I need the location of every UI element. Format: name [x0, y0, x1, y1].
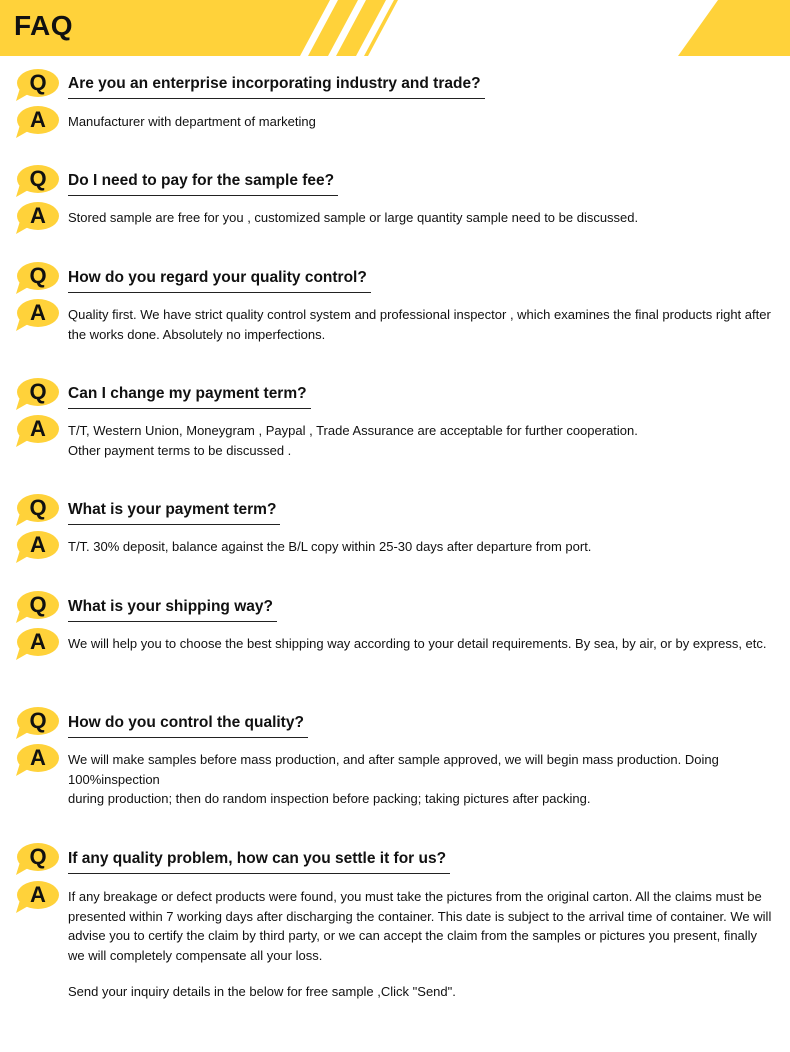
faq-question: How do you regard your quality control?: [68, 269, 371, 293]
answer-badge-icon: A: [16, 298, 62, 332]
faq-answer: [68, 537, 776, 557]
faq-answer: [68, 208, 776, 228]
faq-question: Can I change my payment term?: [68, 385, 311, 409]
faq-header: [0, 0, 790, 56]
faq-question: Do I need to pay for the sample fee?: [68, 172, 338, 196]
faq-question: Are you an enterprise incorporating industry and trade?: [68, 75, 485, 99]
faq-question: If any quality problem, how can you settle it for us?: [68, 850, 450, 874]
faq-answer: [68, 887, 776, 965]
question-badge-icon: Q: [16, 377, 62, 411]
answer-badge-icon: A: [16, 201, 62, 235]
faq-answer: [68, 305, 776, 344]
footer-note: Send your inquiry details in the below for free sample ,Click "Send".: [68, 984, 456, 999]
answer-badge-icon: A: [16, 105, 62, 139]
answer-text: T/T. 30% deposit, balance against the B/L copy within 25-30 days after departure from port.: [68, 539, 592, 554]
answer-text: Other payment terms to be discussed .: [68, 442, 292, 458]
answer-text: during production; then do random inspection before packing; taking pictures after packing.: [68, 791, 591, 806]
page-title: FAQ: [14, 10, 74, 41]
question-badge-icon: Q: [16, 261, 62, 295]
answer-text: T/T, Western Union, Moneygram , Paypal , Trade Assurance are acceptable for further cooperation.: [68, 423, 638, 438]
faq-answer: [68, 750, 776, 809]
faq-answer: [68, 112, 776, 132]
question-badge-icon: Q: [16, 590, 62, 624]
answer-text: Quality first. We have strict quality control system and professional inspector , which examines the final products right after the works done. Absolutely no imperfections.: [68, 307, 771, 342]
answer-badge-icon: A: [16, 627, 62, 661]
faq-question: What is your shipping way?: [68, 598, 277, 622]
answer-text: If any breakage or defect products were found, you must take the pictures from the original carton. All the claims must be presented within 7 working days after discharging the container. This date is subject to the arrival time of container. We will advise you to certify the claim by third party, or we can accept the claim from the samples or pictures you present, finally we will completely compensate all your loss.: [68, 889, 772, 963]
answer-text: Manufacturer with department of marketing: [68, 114, 316, 129]
answer-badge-icon: A: [16, 530, 62, 564]
faq-answer: [68, 421, 776, 460]
answer-text: We will make samples before mass production, and after sample approved, we will begin mass production. Doing 100%inspection: [68, 752, 719, 787]
faq-answer: [68, 634, 776, 654]
answer-badge-icon: A: [16, 880, 62, 914]
answer-text: We will help you to choose the best shipping way according to your detail requirements. By sea, by air, or by express, etc.: [68, 636, 767, 651]
question-badge-icon: Q: [16, 842, 62, 876]
answer-badge-icon: A: [16, 414, 62, 448]
question-badge-icon: Q: [16, 164, 62, 198]
question-badge-icon: Q: [16, 493, 62, 527]
question-badge-icon: Q: [16, 68, 62, 102]
faq-question: How do you control the quality?: [68, 714, 308, 738]
answer-badge-icon: A: [16, 743, 62, 777]
header-stripes: [0, 0, 790, 56]
question-badge-icon: Q: [16, 706, 62, 740]
faq-question: What is your payment term?: [68, 501, 280, 525]
answer-text: Stored sample are free for you , customized sample or large quantity sample need to be discussed.: [68, 210, 639, 225]
